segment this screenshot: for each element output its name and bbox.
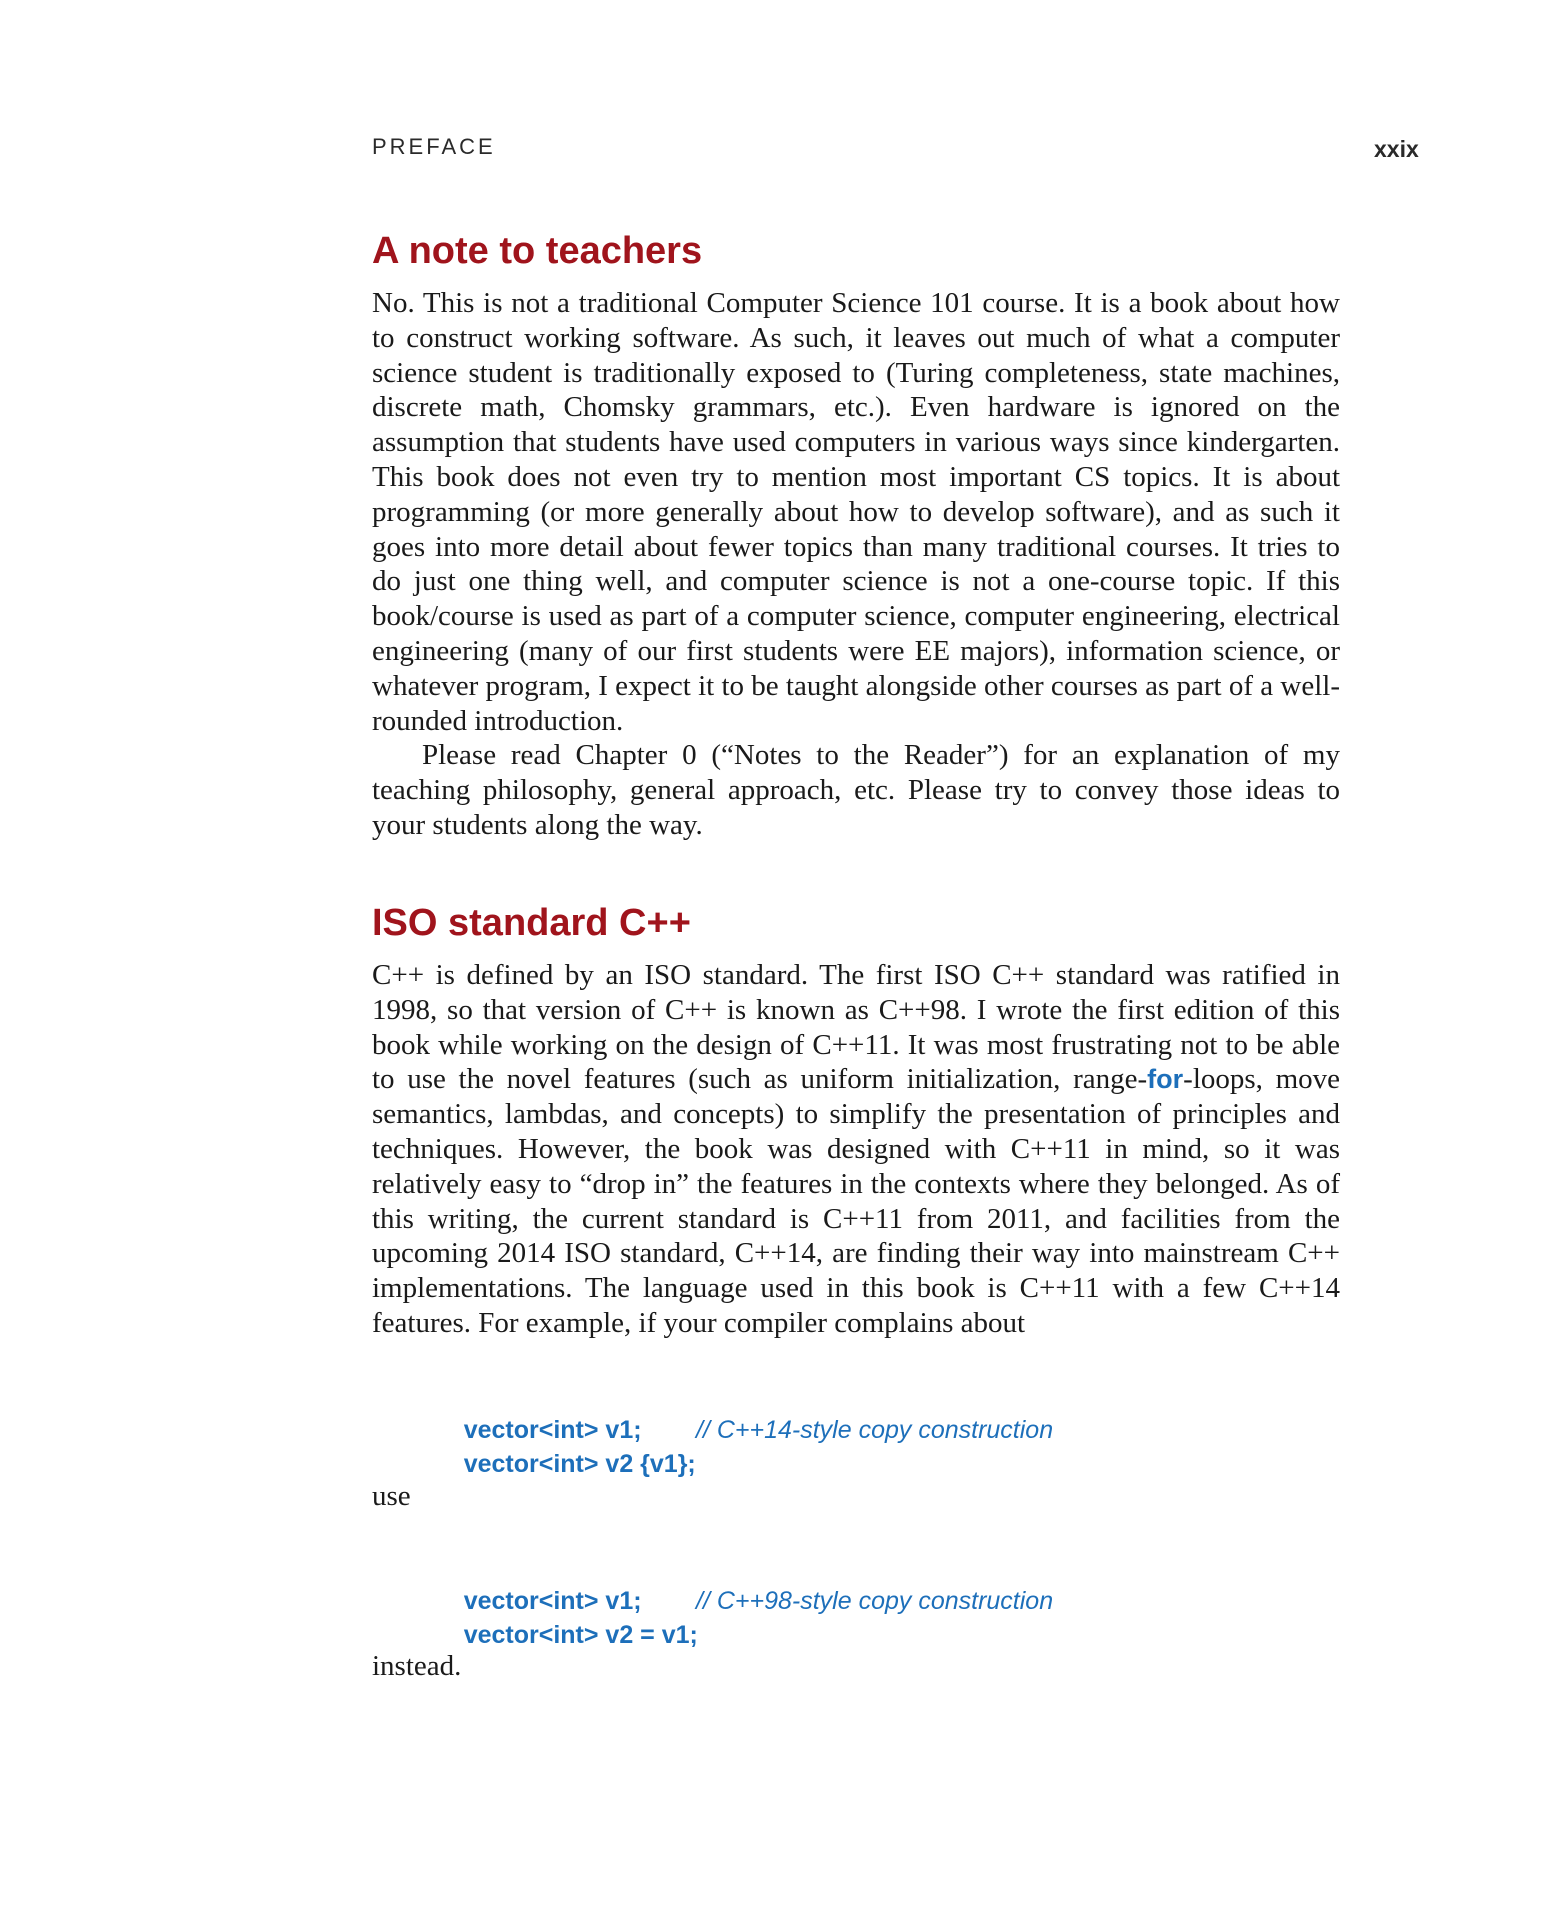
section-heading: A note to teachers [372,230,703,272]
code-statement: vector<int> v2 = v1; [463,1621,698,1649]
code-comment: // C++98-style copy construction [696,1586,1054,1615]
code-line [422,1549,698,1615]
running-head: PREFACE [372,134,496,159]
code-line [422,1413,1054,1478]
code-comment: // C++14-style copy construction [696,1415,1054,1444]
code-block [422,1549,1054,1649]
page-number: xxix [1374,136,1419,162]
code-block [422,1378,1054,1478]
section-heading: ISO standard C++ [372,902,691,944]
section-iso-standard [372,900,1340,946]
paragraph [372,958,1340,1341]
code-statement: vector<int> v2 {v1}; [463,1450,696,1478]
code-statement: vector<int> v1; [463,1586,642,1615]
paragraph: No. This is not a traditional Computer Science 101 course. It is a book about how to construct working software. As such, it leaves out much of what a computer science student is traditionally exposed to (Turing completeness, state machines, discrete math, Chomsky grammars, etc.). Even hardware is ignored on the assumption that students have used computers in various ways since kindergarten. This book does not even try to mention most important CS topics. It is about programming (or more generally about how to develop software), and as such it goes into more detail about fewer topics than many traditional courses. It tries to do just one thing well, and computer science is not a one-course topic. If this book/course is used as part of a computer science, computer engineering, electrical engineering (many of our first students were EE majors), information science, or whatever program, I expect it to be taught alongside other courses as part of a well-rounded introduction. [372,287,1340,737]
code-line [422,1584,1054,1649]
code-line [422,1378,696,1444]
paragraph-text: instead. [372,1650,462,1682]
section-body [372,286,1340,843]
section-note-to-teachers [372,228,1340,274]
code-statement: vector<int> v1; [463,1415,642,1444]
code-keyword: for [1147,1064,1184,1095]
paragraph: Please read Chapter 0 (“Notes to the Reader”) for an explanation of my teaching philosophy, general approach, etc. Please try to convey those ideas to your students along the way. [372,739,1340,841]
section-body [372,958,1340,1341]
paragraph-text: -loops, move semantics, lambdas, and concepts) to simplify the presentation of principles and techniques. However, the book was designed with C++11 in mind, so it was relatively easy to “drop in” the features in the contexts where they belonged. As of this writing, the current standard is C++11 from 2011, and facilities from the upcoming 2014 ISO standard, C++14, are finding their way into mainstream C++ implementations. The language used in this book is C++11 with a few C++14 features. For example, if your compiler complains about [372,1063,1341,1339]
paragraph-text: C++ is defined by an ISO standard. The first ISO C++ standard was ratified in 1998, so that version of C++ is known as C++98. I wrote the first edition of this book while working on the design of C++11. It was most frustrating not to be able to use the novel features (such as uniform initialization, range- [372,959,1340,1096]
paragraph-text: use [372,1480,411,1512]
